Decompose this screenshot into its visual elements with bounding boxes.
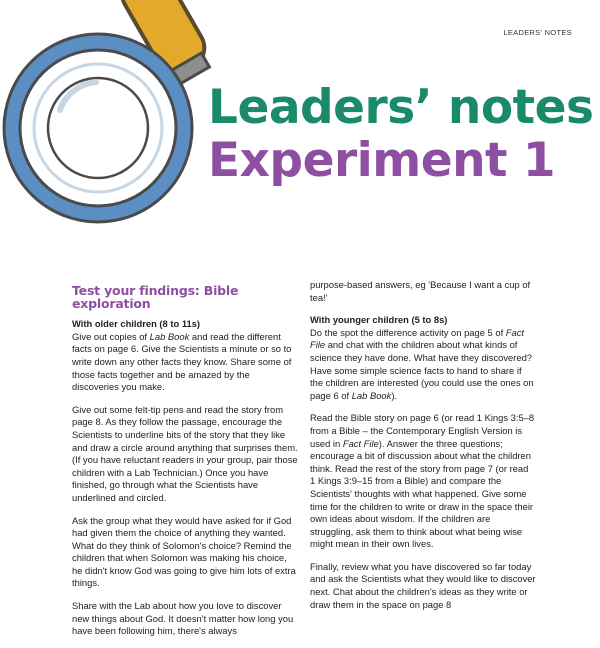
title-line-1: Leaders’ notes bbox=[208, 80, 594, 135]
paragraph: Give out some felt-tip pens and read the story from page 8. As they follow the passage, encourage the Scientists to underline bits of the story that they like and draw a circle around anything that surprises them. (If you have reluctant readers in your group, pair those children with a Lab Technician.) Once you have finished, go through what the Scientists have underlined and circled. bbox=[72, 403, 298, 503]
paragraph: Give out copies of Lab Book and read the different facts on page 6. Give the Scientists a minute or so to write down any other facts they know. Share some of those facts together and be amazed by the discoveries you make. bbox=[72, 330, 292, 393]
paragraph: Do the spot the difference activity on page 5 of Fact File and chat with the children about what kinds of science they have done. What have they discovered? Have some simple science facts to hand to share if the children are interested (you could use the ones on page 6 of Lab Book). bbox=[310, 326, 534, 401]
paragraph: Finally, review what you have discovered so far today and ask the Scientists what they would like to discover next. Chat about the children's ideas as they write or draw them in the space on page 8 bbox=[310, 560, 536, 610]
subheading-younger: With younger children (5 to 8s) bbox=[310, 314, 448, 326]
paragraph: Ask the group what they would have asked for if God had given them the choice of anything they wanted. What do they think of Solomon's choice? Remind the children that when Solomon was making his choice, he didn't know God was going to give him lots of extra things. bbox=[72, 514, 296, 589]
paragraph: purpose-based answers, eg 'Because I want a cup of tea!' bbox=[310, 279, 531, 303]
title-line-2: Experiment 1 bbox=[208, 133, 556, 188]
left-column bbox=[72, 285, 298, 648]
running-head: LEADERS' NOTES bbox=[503, 28, 572, 37]
right-column bbox=[310, 279, 536, 621]
paragraph: Share with the Lab about how you love to discover new things about God. It doesn't matter how long you have been following him, there's always bbox=[72, 600, 294, 637]
subheading-older: With older children (8 to 11s) bbox=[72, 318, 201, 330]
paragraph: Read the Bible story on page 6 (or read 1 Kings 3:5–8 from a Bible – the Contemporary English Version is used in Fact File). Answer the three questions; encourage a bit of discussion about what the children think. Read the rest of the story from page 7 (or read 1 Kings 3:9–15 from a Bible) and compare the Scientists' thoughts with what happened. Give some time for the children to write or draw in the space their own ideas about wisdom. If the children are struggling, ask them to think about what being wise might mean in their own lives. bbox=[310, 412, 535, 550]
section-title: Test your findings: Bible exploration bbox=[72, 283, 239, 311]
